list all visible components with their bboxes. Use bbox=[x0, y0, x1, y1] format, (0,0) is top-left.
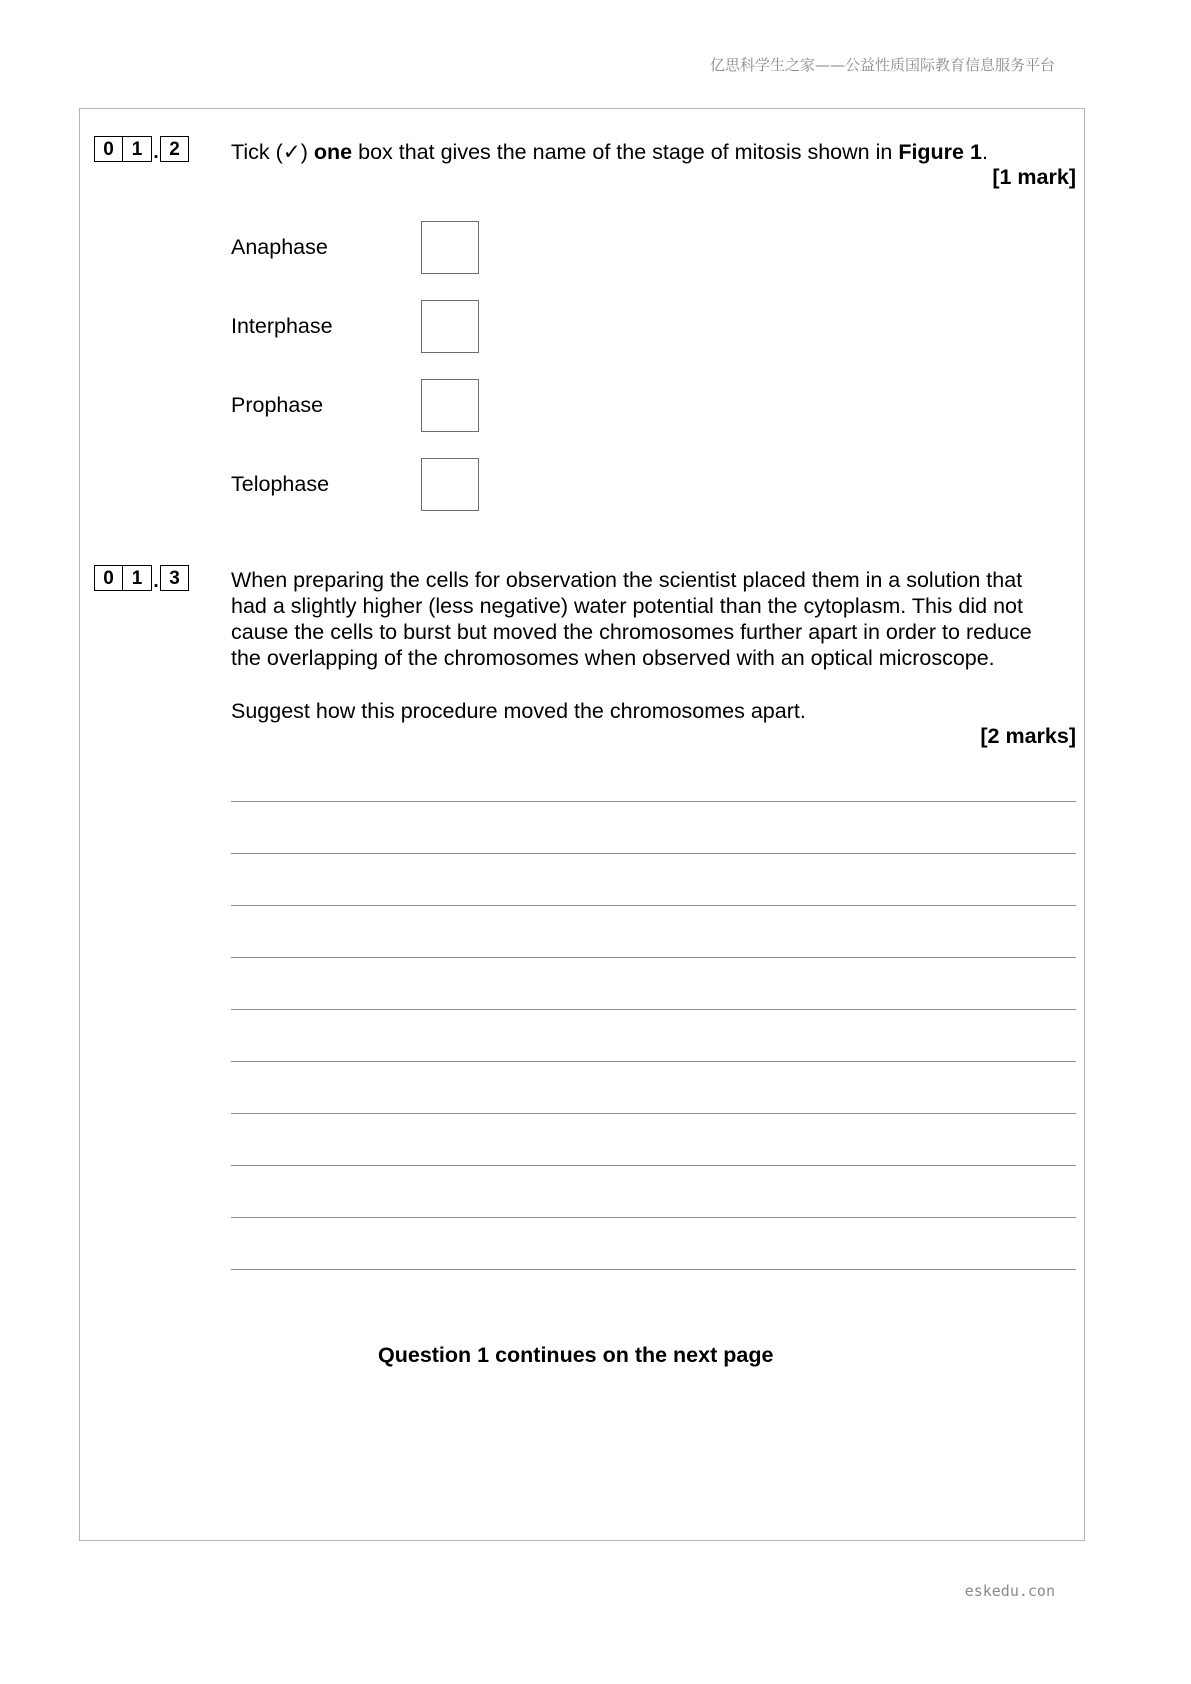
question-digit: 2 bbox=[160, 136, 189, 162]
stem-line: cause the cells to burst but moved the chromosomes further apart in order to reduce bbox=[231, 620, 1032, 644]
answer-line[interactable] bbox=[231, 1269, 1076, 1270]
question-dot: . bbox=[153, 571, 159, 592]
question-digit: 0 bbox=[94, 136, 123, 162]
marks-label-01-2: [1 mark] bbox=[992, 165, 1076, 189]
question-frame bbox=[79, 108, 1085, 1541]
tick-box-prophase[interactable] bbox=[421, 379, 479, 432]
header-watermark: 亿思科学生之家——公益性质国际教育信息服务平台 bbox=[709, 56, 1055, 74]
answer-line[interactable] bbox=[231, 1165, 1076, 1166]
answer-line[interactable] bbox=[231, 1061, 1076, 1062]
question-01-3-prompt: Suggest how this procedure moved the chromosomes apart. bbox=[231, 699, 806, 723]
question-digit: 3 bbox=[160, 565, 189, 591]
emphasis-word: one bbox=[313, 140, 353, 164]
tick-box-telophase[interactable] bbox=[421, 458, 479, 511]
question-number-01-3 bbox=[94, 565, 189, 591]
question-01-3-stem bbox=[231, 567, 1032, 671]
option-label-prophase: Prophase bbox=[231, 393, 324, 417]
question-01-2-instruction bbox=[231, 139, 988, 165]
stem-line: the overlapping of the chromosomes when observed with an optical microscope. bbox=[231, 646, 995, 670]
answer-line[interactable] bbox=[231, 801, 1076, 802]
answer-line[interactable] bbox=[231, 905, 1076, 906]
instruction-text: . bbox=[981, 140, 988, 164]
answer-line[interactable] bbox=[231, 1217, 1076, 1218]
answer-line[interactable] bbox=[231, 1113, 1076, 1114]
answer-line[interactable] bbox=[231, 957, 1076, 958]
option-label-interphase: Interphase bbox=[231, 314, 333, 338]
stem-line: had a slightly higher (less negative) water potential than the cytoplasm. This did not bbox=[231, 594, 1023, 618]
figure-reference: Figure 1 bbox=[898, 140, 982, 164]
stem-line: When preparing the cells for observation the scientist placed them in a solution that bbox=[231, 568, 1023, 592]
option-label-telophase: Telophase bbox=[231, 472, 330, 496]
tick-mark-icon: ✓ bbox=[282, 140, 301, 164]
marks-label-01-3: [2 marks] bbox=[980, 724, 1076, 748]
instruction-text: ) bbox=[300, 140, 314, 164]
tick-box-interphase[interactable] bbox=[421, 300, 479, 353]
footer-site: eskedu.con bbox=[964, 1582, 1055, 1600]
question-digit: 1 bbox=[123, 136, 152, 162]
instruction-text: box that gives the name of the stage of mitosis shown in bbox=[352, 140, 899, 164]
answer-line[interactable] bbox=[231, 853, 1076, 854]
option-label-anaphase: Anaphase bbox=[231, 235, 328, 259]
instruction-text: Tick ( bbox=[231, 140, 283, 164]
question-digit: 1 bbox=[123, 565, 152, 591]
continues-note: Question 1 continues on the next page bbox=[378, 1343, 774, 1367]
question-dot: . bbox=[153, 142, 159, 163]
tick-box-anaphase[interactable] bbox=[421, 221, 479, 274]
question-digit: 0 bbox=[94, 565, 123, 591]
answer-line[interactable] bbox=[231, 1009, 1076, 1010]
question-number-01-2 bbox=[94, 136, 189, 162]
